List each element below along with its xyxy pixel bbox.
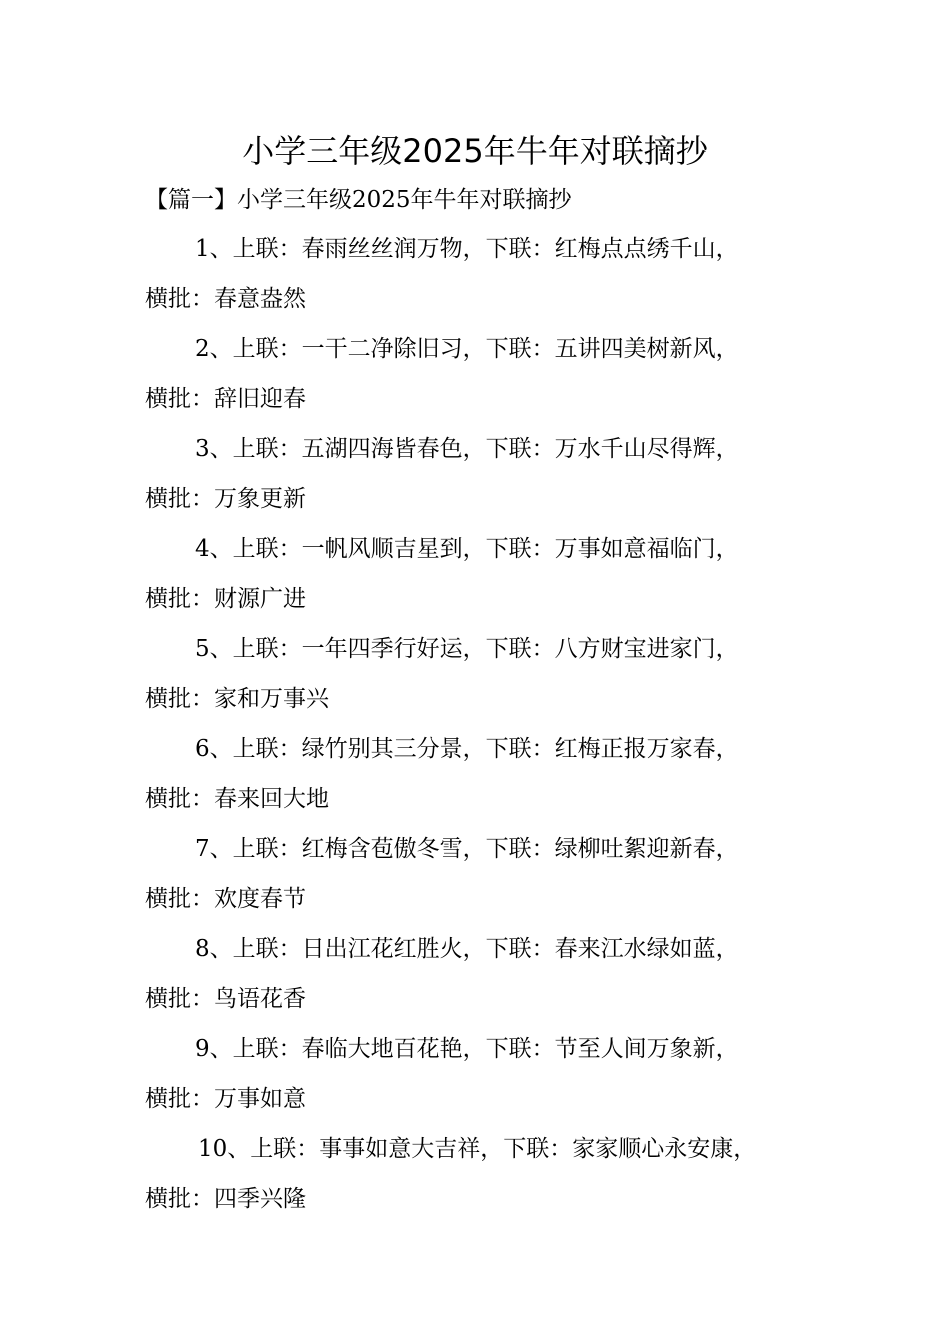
couplet-entry xyxy=(145,727,835,827)
couplet-horizontal-scroll: 横批：万象更新 xyxy=(145,486,306,512)
couplet-horizontal-scroll: 横批：欢度春节 xyxy=(145,886,306,912)
couplet-line: 8、上联：日出江花红胜火，下联：春来江水绿如蓝， xyxy=(195,936,739,962)
couplet-line: 3、上联：五湖四海皆春色，下联：万水千山尽得辉， xyxy=(195,436,739,462)
couplet-entry xyxy=(145,627,835,727)
couplet-entry xyxy=(145,1127,835,1227)
couplet-list xyxy=(145,227,835,1227)
couplet-horizontal-scroll: 横批：春意盎然 xyxy=(145,286,306,312)
couplet-entry xyxy=(145,1027,835,1127)
couplet-line: 7、上联：红梅含苞傲冬雪，下联：绿柳吐絮迎新春， xyxy=(195,836,739,862)
couplet-line: 9、上联：春临大地百花艳，下联：节至人间万象新， xyxy=(195,1036,739,1062)
couplet-line: 2、上联：一干二净除旧习，下联：五讲四美树新风， xyxy=(195,336,739,362)
couplet-line: 10、上联：事事如意大吉祥，下联：家家顺心永安康， xyxy=(198,1136,757,1162)
couplet-entry xyxy=(145,327,835,427)
couplet-horizontal-scroll: 横批：春来回大地 xyxy=(145,786,329,812)
couplet-entry xyxy=(145,927,835,1027)
couplet-entry xyxy=(145,427,835,527)
couplet-horizontal-scroll: 横批：四季兴隆 xyxy=(145,1186,306,1212)
couplet-line: 4、上联：一帆风顺吉星到，下联：万事如意福临门， xyxy=(195,536,739,562)
document-title: 小学三年级2025年牛年对联摘抄 xyxy=(242,132,708,170)
couplet-line: 1、上联：春雨丝丝润万物，下联：红梅点点绣千山， xyxy=(195,236,739,262)
couplet-entry xyxy=(145,227,835,327)
couplet-horizontal-scroll: 横批：辞旧迎春 xyxy=(145,386,306,412)
couplet-line: 5、上联：一年四季行好运，下联：八方财宝进家门， xyxy=(195,636,739,662)
couplet-horizontal-scroll: 横批：万事如意 xyxy=(145,1086,306,1112)
couplet-horizontal-scroll: 横批：财源广进 xyxy=(145,586,306,612)
couplet-entry xyxy=(145,527,835,627)
couplet-horizontal-scroll: 横批：鸟语花香 xyxy=(145,986,306,1012)
couplet-entry xyxy=(145,827,835,927)
couplet-line: 6、上联：绿竹别其三分景，下联：红梅正报万家春， xyxy=(195,736,739,762)
couplet-horizontal-scroll: 横批：家和万事兴 xyxy=(145,686,329,712)
section-heading: 【篇一】小学三年级2025年牛年对联摘抄 xyxy=(145,187,572,213)
